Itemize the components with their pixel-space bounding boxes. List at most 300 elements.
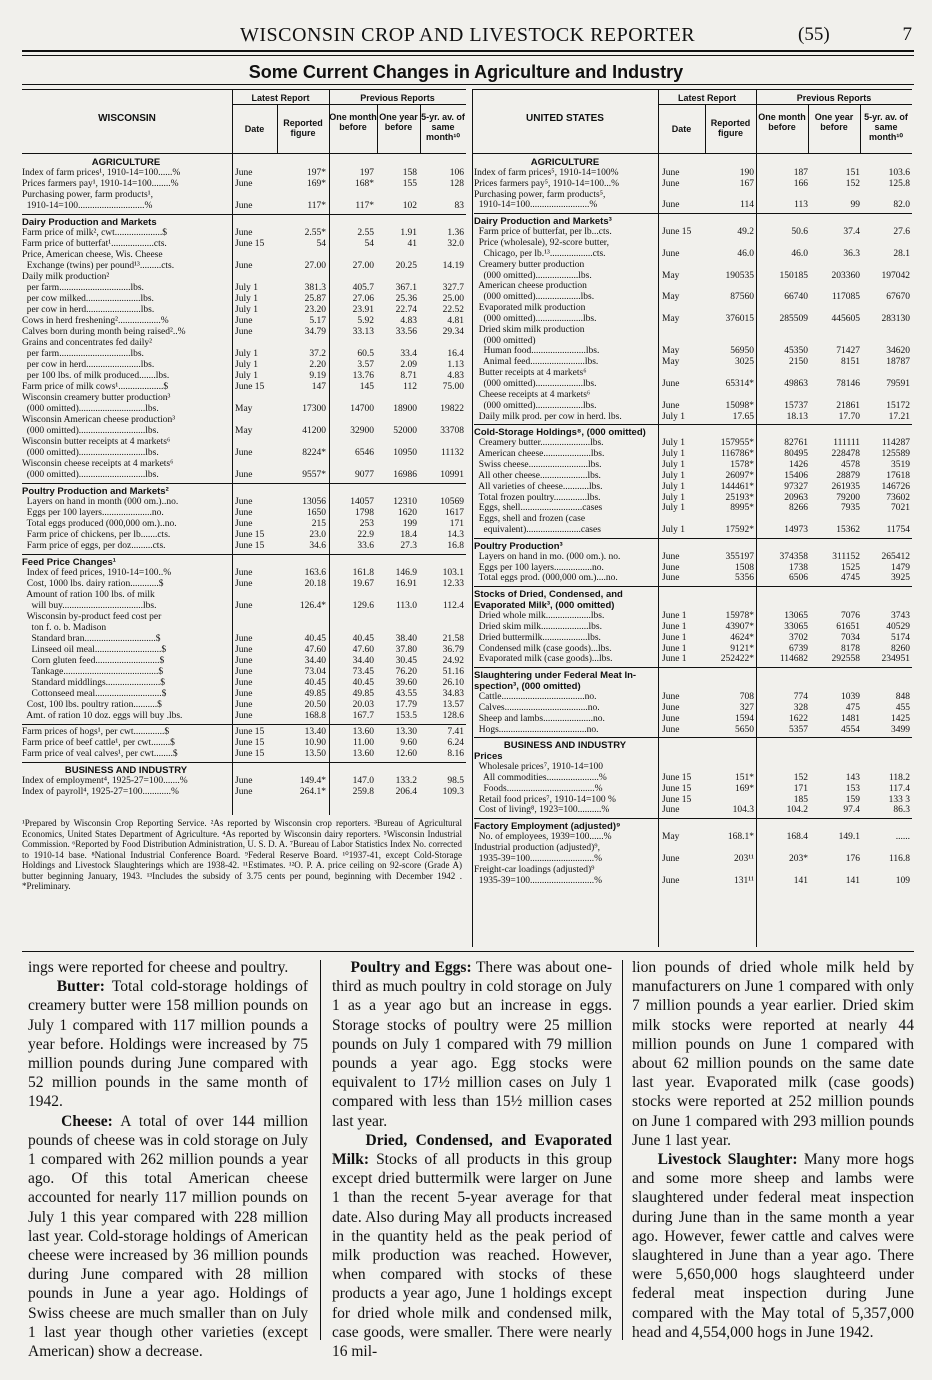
row-label: Foods.....................................% xyxy=(474,783,603,794)
row-label: All varieties of cheese...........lbs. xyxy=(474,481,603,492)
date-cell: June xyxy=(662,551,680,562)
one-month-cell: 50.6 xyxy=(791,227,808,238)
paragraph xyxy=(632,1150,914,1342)
five-year-cell: 128.6 xyxy=(442,711,464,721)
date-cell: July 1 xyxy=(235,371,258,381)
one-month-cell: 54 xyxy=(364,239,374,249)
reported-cell: 65314* xyxy=(725,379,754,389)
table-row xyxy=(474,563,912,574)
five-year-cell: 1.13 xyxy=(447,360,464,370)
reported-cell: 9.19 xyxy=(309,371,326,381)
section-heading: Stocks of Dried, Condensed, and xyxy=(474,589,623,601)
row-label: Total eggs prod. (000,000 om.)....no. xyxy=(474,573,618,584)
one-year-cell: 12.60 xyxy=(395,749,417,759)
row-label: (000 omitted)............................lbs. xyxy=(22,470,159,480)
table-bottom-rule xyxy=(22,951,914,952)
reported-cell: 26097* xyxy=(725,470,754,481)
date-cell: June xyxy=(235,700,253,710)
date-heading: Date xyxy=(671,124,692,134)
page-number: 7 xyxy=(902,24,912,45)
date-cell: June xyxy=(235,316,253,326)
one-month-cell: 114682 xyxy=(779,654,808,665)
five-year-cell: 327.7 xyxy=(442,283,464,293)
one-year-cell: 18.4 xyxy=(400,530,417,540)
row-label: Dried skim milk production xyxy=(474,324,585,335)
publication-title: WISCONSIN CROP AND LIVESTOCK REPORTER xyxy=(240,24,696,46)
section-rule xyxy=(474,737,912,738)
row-label: Farm price of milk², cwt....................$ xyxy=(22,228,168,238)
date-cell: July 1 xyxy=(662,459,685,470)
table-row xyxy=(474,795,912,806)
row-label: Freight-car loadings (adjusted)⁹ xyxy=(474,864,595,875)
one-year-cell: 15362 xyxy=(836,525,860,536)
reported-cell: 23.0 xyxy=(309,530,326,540)
one-month-cell: 171 xyxy=(793,783,808,794)
table-row xyxy=(22,448,466,459)
date-cell: June 15 xyxy=(235,749,265,759)
row-label: Human food.......................lbs. xyxy=(474,346,600,357)
table-row xyxy=(474,514,912,525)
date-cell: June xyxy=(662,167,680,178)
wisconsin-table-header xyxy=(22,89,466,154)
table-row xyxy=(474,525,912,536)
reported-cell: 47.60 xyxy=(304,645,326,655)
date-cell: July 1 xyxy=(235,294,258,304)
section-heading: Dairy Production and Markets³ xyxy=(474,216,612,228)
reported-cell: 13056 xyxy=(302,497,326,507)
table-row xyxy=(22,776,466,787)
five-year-cell: 114287 xyxy=(881,438,910,449)
table-row xyxy=(474,493,912,504)
row-label: Eggs, shell and frozen (case xyxy=(474,514,586,525)
date-cell: June xyxy=(235,261,253,271)
table-row xyxy=(22,283,466,294)
date-cell: June xyxy=(235,689,253,699)
row-label: Layers on hand in month (000 om.)..no. xyxy=(22,497,179,507)
one-year-cell: 78146 xyxy=(836,379,860,389)
date-cell: June xyxy=(662,573,680,584)
five-year-cell: 455 xyxy=(895,702,910,713)
section-heading: Poultry Production³ xyxy=(474,540,563,552)
date-cell: June xyxy=(235,470,253,480)
five-year-cell: 34620 xyxy=(886,346,910,357)
one-month-cell: 774 xyxy=(793,691,808,702)
table-row xyxy=(22,656,466,667)
table-row xyxy=(474,179,912,190)
row-label: Prices farmers pay¹, 1910-14=100........% xyxy=(22,179,179,189)
reported-cell: 168.8 xyxy=(304,711,326,721)
five-year-cell: 118.2 xyxy=(888,772,910,783)
table-row xyxy=(474,168,912,179)
reported-cell: 25193* xyxy=(725,492,754,503)
row-label: per cow in herd.......................lbs. xyxy=(22,360,155,370)
five-year-cell: 34.83 xyxy=(442,689,464,699)
reported-cell: 34.40 xyxy=(304,656,326,666)
section-rule xyxy=(474,213,912,214)
date-cell: July 1 xyxy=(662,438,685,449)
date-cell: May xyxy=(662,357,680,368)
reported-cell: 15098* xyxy=(725,400,754,411)
table-row xyxy=(474,876,912,887)
one-year-cell: 20.25 xyxy=(395,261,417,271)
article-column-1 xyxy=(28,958,308,1361)
one-year-heading: One year before xyxy=(814,112,854,132)
section-heading: AGRICULTURE xyxy=(91,157,161,168)
reported-cell: 1650 xyxy=(307,508,326,518)
one-month-cell: 285509 xyxy=(779,313,808,324)
row-label: Farm price of butterfat¹..................cts. xyxy=(22,239,167,249)
paragraph-heading: Dried, Condensed, and Evaporated Milk: xyxy=(332,1131,613,1169)
reported-cell: 23.20 xyxy=(304,305,326,315)
one-month-cell: 197 xyxy=(359,168,374,178)
previous-reports-heading: Previous Reports xyxy=(360,93,435,103)
row-label: (000 omitted)............................lbs. xyxy=(22,404,159,414)
five-year-cell: 83 xyxy=(454,201,464,211)
one-year-cell: 99 xyxy=(850,200,860,211)
date-cell: July 1 xyxy=(662,449,685,460)
table-row xyxy=(22,360,466,371)
one-month-cell: 82761 xyxy=(784,438,808,449)
one-month-cell: 20.03 xyxy=(352,700,374,710)
row-label: Evaporated milk (case goods)...lbs. xyxy=(474,654,613,665)
date-cell: June xyxy=(235,508,253,518)
five-year-cell: 21.58 xyxy=(442,634,464,644)
five-year-cell: 125.8 xyxy=(888,178,910,189)
reported-cell: 327 xyxy=(739,702,754,713)
table-row xyxy=(22,568,466,579)
row-label: Wisconsin cheese receipts at 4 markets⁶ xyxy=(22,459,174,469)
five-year-cell: 36.79 xyxy=(442,645,464,655)
reported-cell: 49.2 xyxy=(737,227,754,238)
previous-reports-heading: Previous Reports xyxy=(796,93,872,103)
table-row xyxy=(474,725,912,736)
row-label: Hogs.....................................no. xyxy=(474,724,599,735)
table-row xyxy=(474,805,912,816)
one-year-cell: 1481 xyxy=(841,713,860,724)
row-label: Total eggs produced (000,000 om.)..no. xyxy=(22,519,177,529)
row-label: Standard middlings.......................$ xyxy=(22,678,166,688)
five-year-cell: 3925 xyxy=(891,573,910,584)
five-year-cell: 133 3 xyxy=(888,794,910,805)
row-label: Eggs per 100 layers................no. xyxy=(474,562,604,573)
five-year-cell: 82.0 xyxy=(893,200,910,211)
one-year-cell: 30.45 xyxy=(395,656,417,666)
section-heading: Dairy Production and Markets xyxy=(22,217,157,228)
five-year-cell: 18787 xyxy=(886,357,910,368)
row-label: Exchange (twins) per pound¹³.........cts. xyxy=(22,261,175,271)
row-label: Wisconsin creamery butter production³ xyxy=(22,393,171,403)
date-cell: June xyxy=(662,379,680,389)
table-row xyxy=(22,623,466,634)
row-label: Cheese receipts at 4 markets⁶ xyxy=(474,389,591,400)
one-year-cell: 43.55 xyxy=(395,689,417,699)
five-year-cell: 3519 xyxy=(891,459,910,470)
reported-cell: 149.4* xyxy=(299,776,326,786)
table-row xyxy=(474,227,912,238)
date-cell: June xyxy=(235,179,253,189)
one-year-cell: 158 xyxy=(402,168,417,178)
table-row xyxy=(22,305,466,316)
reported-cell: 8224* xyxy=(302,448,326,458)
reported-cell: 5.17 xyxy=(309,316,326,326)
table-row xyxy=(474,336,912,347)
reported-cell: 157955* xyxy=(720,438,754,449)
table-row xyxy=(474,460,912,471)
five-year-cell: 171 xyxy=(449,519,464,529)
reported-cell: 1594 xyxy=(735,713,754,724)
table-row xyxy=(474,325,912,336)
one-month-cell: 40.45 xyxy=(352,634,374,644)
table-row xyxy=(22,382,466,393)
row-label: Evaporated milk production xyxy=(474,303,586,314)
paragraph-heading: Butter: xyxy=(56,978,105,996)
one-month-cell: 18.13 xyxy=(786,411,808,422)
table-row xyxy=(474,401,912,412)
one-year-cell: 199 xyxy=(402,519,417,529)
reported-cell: 2.20 xyxy=(309,360,326,370)
one-year-cell: 10950 xyxy=(393,448,417,458)
date-cell: June xyxy=(662,400,680,411)
row-label: Eggs per 100 layers.....................no. xyxy=(22,508,164,518)
one-year-cell: 228478 xyxy=(831,449,860,460)
five-year-cell: 15172 xyxy=(886,400,910,411)
one-year-cell: 311152 xyxy=(832,551,860,562)
section-rule xyxy=(474,667,912,668)
header-rule xyxy=(22,50,914,52)
one-year-cell: 17.70 xyxy=(838,411,860,422)
row-label: (000 omitted)..................lbs. xyxy=(474,270,592,281)
table-row xyxy=(22,190,466,201)
one-month-cell: 166 xyxy=(793,178,808,189)
row-label: 1910-14=100............................% xyxy=(22,201,153,211)
one-month-cell: 259.8 xyxy=(352,787,374,797)
one-month-cell: 2.55 xyxy=(357,228,374,238)
one-year-cell: 143 xyxy=(845,772,860,783)
footnotes: ¹Prepared by Wisconsin Crop Reporting Service. ²As reported by Wisconsin crop reporters. ³Bureau of Agricultural Economics, United States Department of Agriculture. ⁴As reported by Wisconsin dairy reporters. ⁵Wisconsin Industrial Commission. ⁶Reported by Food Distribution Administration, U. S. D. A. ⁷Bureau of Labor Statistics Index No. corrected to 1910-14 base. ⁸National Industrial Conference Board. ⁹Federal Reserve Board. ¹⁰1937-41, except Cold-Storage Holdings and Livestock Slaughterings which are 1938-42. ¹¹Estimates. ¹²O. P. A. price ceiling on 92-score (Grade A) butter beginning January, 1943. ¹³Includes the subsidy of 3.75 cents per pound, beginning with December 1942 . *Preliminary. xyxy=(22,818,462,891)
one-year-cell: 151 xyxy=(845,167,860,178)
reported-cell: 5650 xyxy=(735,724,754,735)
reported-cell: 41200 xyxy=(302,426,326,436)
date-cell: June xyxy=(235,645,253,655)
five-year-cell: 28.1 xyxy=(893,248,910,259)
one-month-cell: 3.57 xyxy=(357,360,374,370)
row-label: 1910-14=100.........................% xyxy=(474,200,598,211)
reported-cell: 17.65 xyxy=(732,411,754,422)
section-rule xyxy=(474,538,912,539)
one-year-cell: 18900 xyxy=(393,404,417,414)
date-cell: June xyxy=(662,248,680,259)
five-year-cell: 146726 xyxy=(881,481,910,492)
section-heading: Poultry Production and Markets² xyxy=(22,486,169,497)
five-year-cell: 1617 xyxy=(445,508,464,518)
row-label: Creamery butter production xyxy=(474,259,585,270)
section-rule xyxy=(22,554,466,555)
row-label: Calves born during month being raised²..% xyxy=(22,327,186,337)
reported-cell: 381.3 xyxy=(304,283,326,293)
table-row xyxy=(474,865,912,876)
five-year-cell: 51.16 xyxy=(442,667,464,677)
one-month-cell: 46.0 xyxy=(791,248,808,259)
one-month-cell: 80495 xyxy=(784,449,808,460)
five-year-cell: 6.24 xyxy=(447,738,464,748)
row-label: Condensed milk (case goods)...lbs. xyxy=(474,643,612,654)
row-label: Prices farmers pay⁵, 1910-14=100...% xyxy=(474,178,620,189)
row-label: Industrial production (adjusted)⁹, xyxy=(474,843,600,853)
one-month-cell: 49863 xyxy=(784,379,808,389)
five-year-cell: 10569 xyxy=(440,497,464,507)
reported-cell: 117* xyxy=(307,201,326,211)
row-label: Index of farm prices⁵, 1910-14=100% xyxy=(474,167,619,178)
date-cell: June xyxy=(662,691,680,702)
five-year-cell: 40529 xyxy=(886,621,910,632)
one-month-cell: 1622 xyxy=(789,713,808,724)
row-label: Chicago, per lb.¹³..................cts. xyxy=(474,248,606,259)
date-cell: June xyxy=(662,562,680,573)
row-label: Index of employment⁴, 1925-27=100.......% xyxy=(22,776,188,786)
one-month-cell: 11.00 xyxy=(352,738,374,748)
table-row xyxy=(22,749,466,760)
five-year-cell: 14.19 xyxy=(442,261,464,271)
reported-cell: 9557* xyxy=(302,470,326,480)
table-row xyxy=(474,611,912,622)
section-heading: BUSINESS AND INDUSTRY xyxy=(64,765,188,776)
reported-cell: 3025 xyxy=(735,357,754,368)
date-cell: June xyxy=(662,875,680,886)
five-year-cell: 11132 xyxy=(440,448,464,458)
section-heading: Slaughtering under Federal Meat In- xyxy=(474,670,637,682)
date-cell: May xyxy=(662,832,680,843)
reported-cell: 1508 xyxy=(735,562,754,573)
reported-cell: 34.79 xyxy=(304,327,326,337)
row-label: per farm..............................lbs. xyxy=(22,349,144,359)
table-row xyxy=(474,379,912,390)
one-month-cell: 161.8 xyxy=(352,568,374,578)
table-row xyxy=(22,689,466,700)
one-month-cell: 5357 xyxy=(789,724,808,735)
table-row xyxy=(474,303,912,314)
one-year-cell: 9.60 xyxy=(400,738,417,748)
page-subtitle: Some Current Changes in Agriculture and Industry xyxy=(248,62,684,82)
section-heading: Prices xyxy=(474,751,503,763)
date-cell: July 1 xyxy=(235,305,258,315)
one-year-cell: 8151 xyxy=(841,357,860,368)
five-year-cell: 16.8 xyxy=(447,541,464,551)
one-month-cell: 405.7 xyxy=(352,283,374,293)
row-label: American cheese production xyxy=(474,281,587,292)
table-row xyxy=(22,519,466,530)
one-year-cell: 1039 xyxy=(841,691,860,702)
one-year-cell: 37.80 xyxy=(395,645,417,655)
table-row xyxy=(474,314,912,325)
one-month-cell: 3702 xyxy=(789,632,808,643)
reported-cell: 13.50 xyxy=(304,749,326,759)
paragraph xyxy=(332,1131,612,1361)
one-year-cell: 25.36 xyxy=(395,294,417,304)
table-row xyxy=(22,179,466,190)
reported-cell: 168.1* xyxy=(727,832,754,843)
row-label: Wisconsin butter receipts at 4 markets⁶ xyxy=(22,437,171,447)
date-cell: June xyxy=(235,497,253,507)
date-cell: June xyxy=(235,168,253,178)
row-label: Wholesale prices⁷, 1910-14=100 xyxy=(474,762,604,773)
row-label: Grains and concentrates fed daily² xyxy=(22,338,152,348)
five-year-cell: 26.10 xyxy=(442,678,464,688)
one-month-cell: 117* xyxy=(355,201,374,211)
one-year-cell: 27.3 xyxy=(400,541,417,551)
reported-cell: 8995* xyxy=(730,503,754,514)
table-row xyxy=(22,327,466,338)
date-cell: July 1 xyxy=(235,283,258,293)
date-cell: May xyxy=(662,346,680,357)
one-year-cell: 52000 xyxy=(393,426,417,436)
date-cell: June 1 xyxy=(662,632,687,643)
one-month-cell: 33.6 xyxy=(357,541,374,551)
one-month-cell: 113 xyxy=(794,200,808,211)
date-cell: June xyxy=(662,724,680,735)
table-row xyxy=(474,633,912,644)
one-year-cell: 102 xyxy=(402,201,417,211)
row-label: Farm price of eggs, per doz.........cts. xyxy=(22,541,166,551)
row-label: per farm..............................lbs. xyxy=(22,283,144,293)
table-row xyxy=(474,249,912,260)
one-month-cell: 33.13 xyxy=(352,327,374,337)
section-heading: spection³, (000 omitted) xyxy=(474,681,581,693)
reported-cell: 163.6 xyxy=(304,568,326,578)
table-row xyxy=(22,415,466,426)
row-label: Cattle...................................no. xyxy=(474,691,597,702)
article-column-3 xyxy=(632,958,914,1342)
table-row xyxy=(22,239,466,250)
table-row xyxy=(474,703,912,714)
table-row xyxy=(22,612,466,623)
row-label: Purchasing power, farm products⁵, xyxy=(474,189,606,200)
region-heading: UNITED STATES xyxy=(526,113,604,124)
five-year-cell: 7021 xyxy=(891,503,910,514)
one-year-cell: 97.4 xyxy=(843,805,860,816)
one-year-cell: 2.09 xyxy=(400,360,417,370)
section-heading: AGRICULTURE xyxy=(530,157,600,168)
row-label: Eggs, shell..........................cases xyxy=(474,503,603,514)
reported-cell: 20.50 xyxy=(304,700,326,710)
one-year-cell: 159 xyxy=(845,794,860,805)
region-heading: WISCONSIN xyxy=(98,113,156,124)
united-states-table xyxy=(472,89,912,947)
one-year-cell: 38.40 xyxy=(395,634,417,644)
reported-cell: 20.18 xyxy=(304,579,326,589)
one-year-cell: 76.20 xyxy=(395,667,417,677)
one-year-cell: 39.60 xyxy=(395,678,417,688)
one-year-cell: 146.9 xyxy=(395,568,417,578)
table-row xyxy=(474,843,912,854)
five-year-cell: 3499 xyxy=(891,724,910,735)
one-month-cell: 22.9 xyxy=(357,530,374,540)
five-year-cell: 1425 xyxy=(891,713,910,724)
date-cell: May xyxy=(235,404,253,414)
row-label: Dried skim milk....................lbs. xyxy=(474,621,602,632)
reported-cell: 9121* xyxy=(730,643,754,654)
five-year-cell: 19822 xyxy=(440,404,464,414)
row-label: Farm price of butterfat, per lb...cts. xyxy=(474,227,612,238)
one-month-cell: 187 xyxy=(793,167,808,178)
one-month-cell: 168* xyxy=(355,179,374,189)
table-row xyxy=(474,654,912,665)
one-month-cell: 33065 xyxy=(784,621,808,632)
one-year-cell: 7076 xyxy=(841,611,860,621)
reported-cell: 17592* xyxy=(725,525,754,536)
one-month-cell: 14973 xyxy=(784,525,808,536)
reported-cell: 13.40 xyxy=(304,727,326,737)
date-cell: June xyxy=(235,448,253,458)
